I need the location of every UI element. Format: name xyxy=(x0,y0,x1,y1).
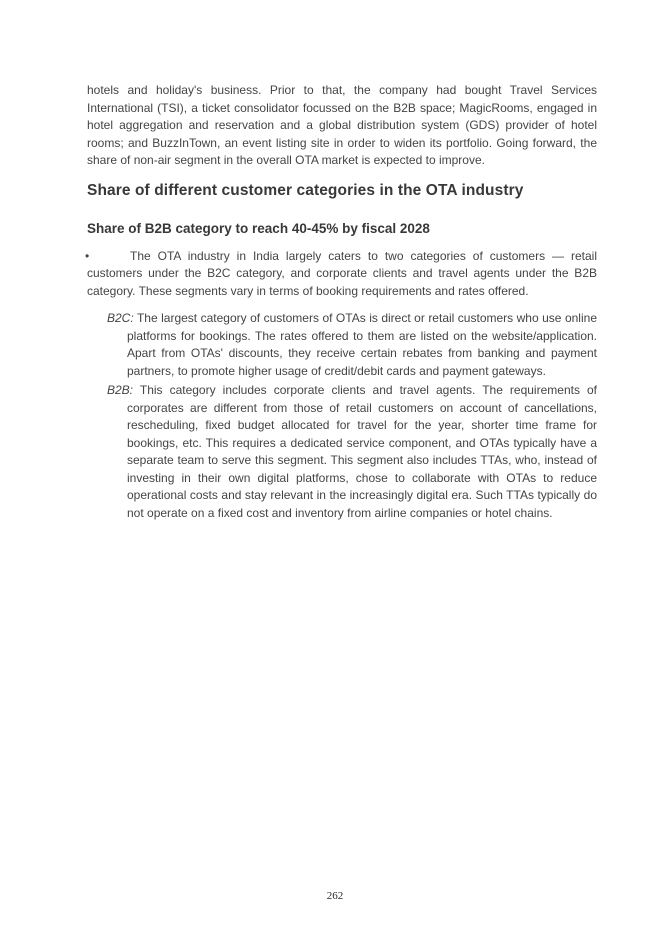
b2b-item xyxy=(87,382,597,522)
subsection-heading: Share of B2B category to reach 40-45% by fiscal 2028 xyxy=(87,220,430,236)
b2b-text: This category includes corporate clients and travel agents. The requirements of corporates are different from those of retail customers on account of cancellations, rescheduling, fixed budget allocated for travel for the year, shorter time frame for bookings, etc. This requires a dedicated service component, and OTAs typically have a separate team to serve this segment. This segment also includes TTAs, who, instead of investing in their own digital platforms, chose to collaborate with OTAs to reduce operational costs and stay relevant in the increasingly digital era. Such TTAs typically do not operate on a fixed cost and inventory from airline companies or hotel chains. xyxy=(127,383,598,520)
b2c-text: The largest category of customers of OTAs is direct or retail customers who use online platforms for bookings. The rates offered to them are listed on the website/application. Apart from OTAs' discounts, they receive certain rebates from banking and payment partners, to promote higher usage of credit/debit cards and payment gateways. xyxy=(127,311,597,378)
bullet-item-text: The OTA industry in India largely caters to two categories of customers — retail customers under the B2C category, and corporate clients and travel agents under the B2B category. These segments vary in terms of booking requirements and rates offered. xyxy=(87,248,597,298)
page-number: 262 xyxy=(326,890,344,902)
section-heading: Share of different customer categories in the OTA industry xyxy=(87,181,524,199)
b2c-item xyxy=(87,310,597,380)
b2b-label: B2B: xyxy=(107,383,134,397)
bullet-icon: • xyxy=(85,248,90,263)
intro-paragraph: hotels and holiday's business. Prior to that, the company had bought Travel Services International (TSI), a ticket consolidator focussed on the B2B space; MagicRooms, engaged in hotel aggregation and reservation and a global distribution system (GDS) provider of hotel rooms; and BuzzInTown, an event listing site in order to widen its portfolio. Going forward, the share of non-air segment in the overall OTA market is expected to improve. xyxy=(87,83,597,167)
b2c-label: B2C: xyxy=(107,311,134,325)
bullet-item xyxy=(87,248,597,301)
page-content xyxy=(87,82,597,522)
